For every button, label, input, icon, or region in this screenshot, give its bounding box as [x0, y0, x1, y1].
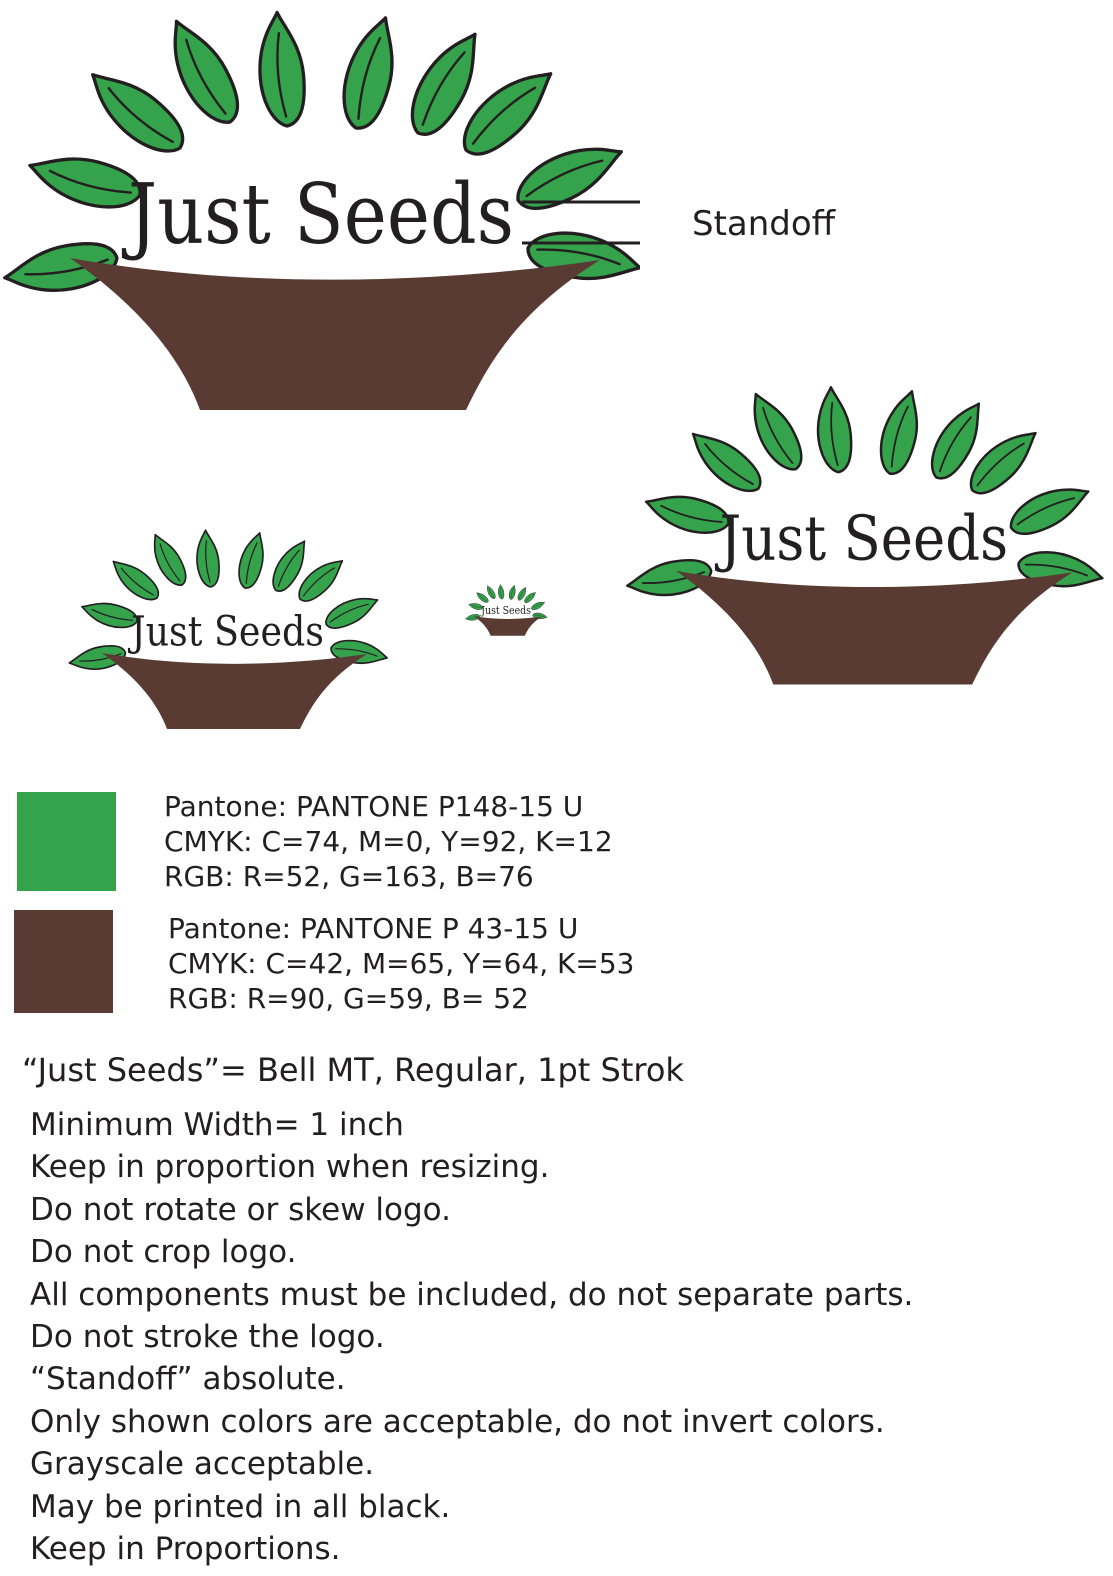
color-swatch-brown — [14, 910, 113, 1013]
logo-large — [0, 0, 640, 420]
guideline-item: All components must be included, do not separate parts. — [30, 1276, 914, 1313]
color-swatch-green — [17, 792, 116, 891]
logo-tiny — [464, 583, 548, 637]
usage-guidelines — [30, 1104, 913, 1570]
guideline-item: Keep in Proportions. — [30, 1530, 341, 1567]
rgb-value: RGB: R=52, G=163, B=76 — [164, 860, 534, 893]
rgb-value: RGB: R=90, G=59, B= 52 — [168, 982, 529, 1015]
guideline-item: “Standoff” absolute. — [30, 1361, 346, 1398]
color-spec-brown — [168, 911, 634, 1016]
logo-wordmark: Just Seeds — [714, 501, 1009, 575]
guideline-item: Only shown colors are acceptable, do not invert colors. — [30, 1403, 885, 1440]
pot — [474, 616, 542, 636]
guideline-item: Grayscale acceptable. — [30, 1446, 375, 1483]
guideline-item: Minimum Width= 1 inch — [30, 1107, 404, 1143]
guideline-item: Do not rotate or skew logo. — [30, 1191, 451, 1228]
pot — [102, 653, 367, 729]
logo-wordmark: Just Seeds — [121, 166, 514, 263]
pantone-value: Pantone: PANTONE P 43-15 U — [168, 912, 579, 945]
guideline-item: Do not stroke the logo. — [30, 1318, 385, 1355]
logo-medium — [619, 378, 1107, 692]
logo-wordmark: Just Seeds — [127, 606, 324, 656]
font-spec: “Just Seeds”= Bell MT, Regular, 1pt Strok — [22, 1051, 684, 1089]
guideline-item: Keep in proportion when resizing. — [30, 1149, 550, 1186]
cmyk-value: CMYK: C=74, M=0, Y=92, K=12 — [164, 825, 613, 858]
pot — [70, 258, 600, 410]
logo-wordmark: Just Seeds — [480, 604, 531, 618]
pot — [676, 571, 1072, 685]
guideline-item: Do not crop logo. — [30, 1234, 297, 1271]
standoff-label: Standoff — [692, 204, 836, 244]
guideline-item: May be printed in all black. — [30, 1488, 451, 1525]
logo-small — [64, 524, 390, 734]
pantone-value: Pantone: PANTONE P148-15 U — [164, 790, 584, 823]
cmyk-value: CMYK: C=42, M=65, Y=64, K=53 — [168, 947, 635, 980]
color-spec-green — [164, 789, 613, 894]
